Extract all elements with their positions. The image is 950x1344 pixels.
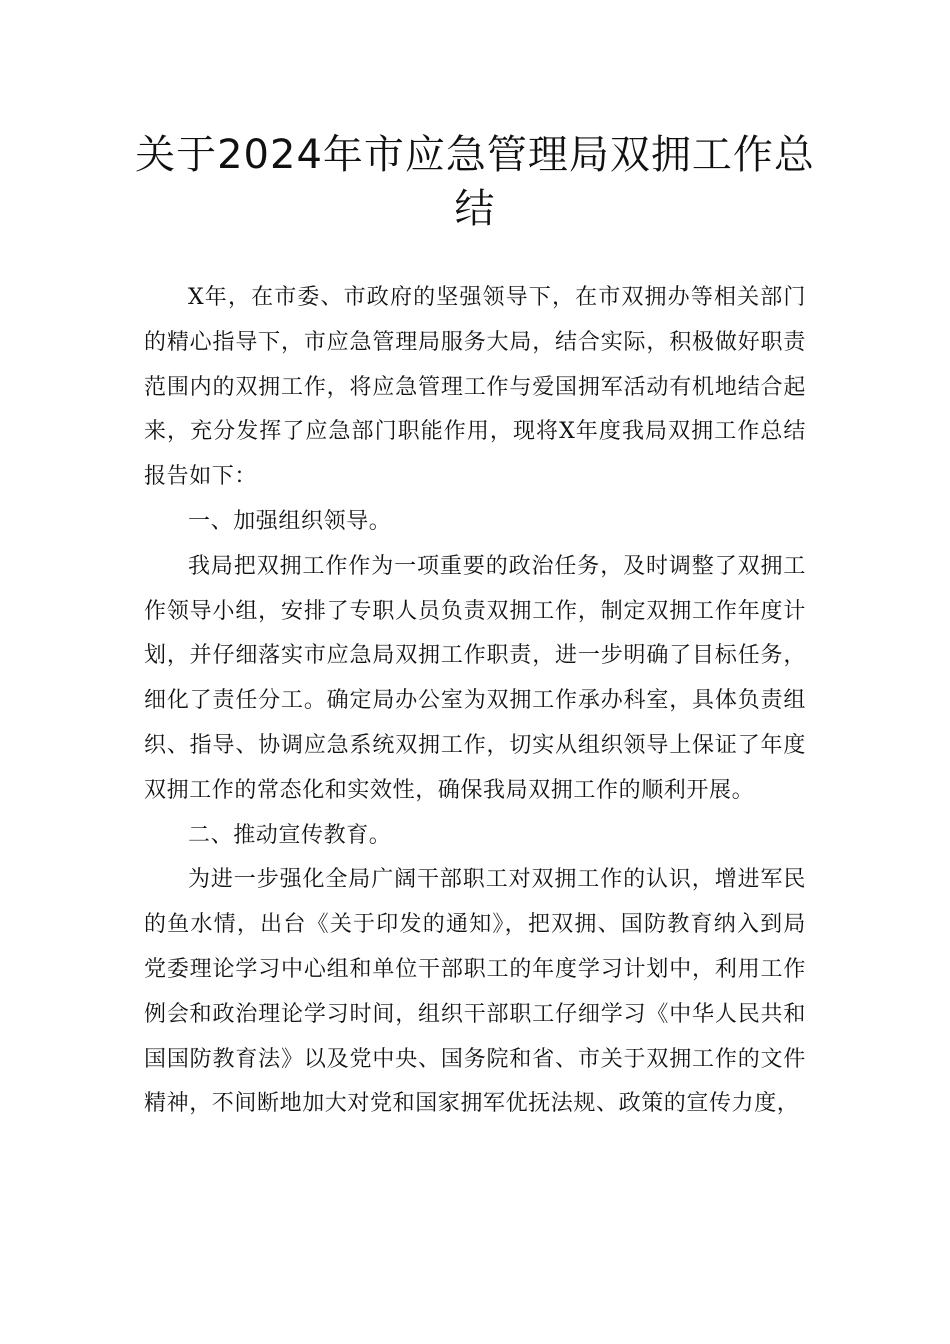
document-body bbox=[144, 276, 806, 1127]
paragraph-intro: X年，在市委、市政府的坚强领导下，在市双拥办等相关部门的精心指导下，市应急管理局服务大局，结合实际，积极做好职责范围内的双拥工作，将应急管理工作与爱国拥军活动有机地结合起来，充分发挥了应急部门职能作用，现将X年度我局双拥工作总结报告如下： bbox=[144, 285, 806, 490]
title-line-2: 结 bbox=[454, 186, 496, 232]
document-title bbox=[0, 128, 950, 236]
title-line-1: 关于2024年市应急管理局双拥工作总 bbox=[135, 132, 815, 178]
section-heading-2: 二、推动宣传教育。 bbox=[188, 822, 392, 848]
paragraph-section-2: 为进一步强化全局广阔干部职工对双拥工作的认识，增进军民的鱼水情，出台《关于印发的通知》，把双拥、国防教育纳入到局党委理论学习中心组和单位干部职工的年度学习计划中，利用工作例会和政治理论学习时间，组织干部职工仔细学习《中华人民共和国国防教育法》以及党中央、国务院和省、市关于双拥工作的文件精神，不间断地加大对党和国家拥军优抚法规、政策的宣传力度， bbox=[144, 867, 806, 1117]
paragraph-section-1: 我局把双拥工作作为一项重要的政治任务，及时调整了双拥工作领导小组，安排了专职人员负责双拥工作，制定双拥工作年度计划，并仔细落实市应急局双拥工作职责，进一步明确了目标任务，细化了责任分工。确定局办公室为双拥工作承办科室，具体负责组织、指导、协调应急系统双拥工作，切实从组织领导上保证了年度双拥工作的常态化和实效性，确保我局双拥工作的顺利开展。 bbox=[144, 553, 806, 803]
section-heading-1: 一、加强组织领导。 bbox=[188, 508, 392, 534]
